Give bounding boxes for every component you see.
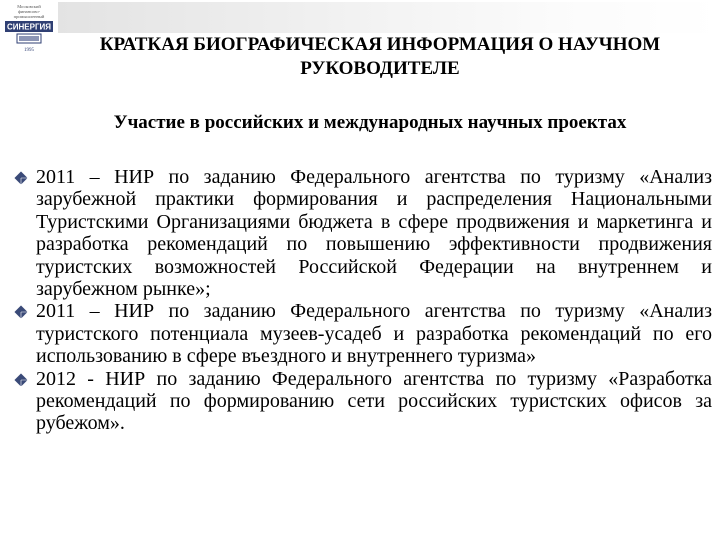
synergy-logo bbox=[1, 1, 57, 55]
project-text: 2011 – НИР по заданию Федерального агентства по туризму «Анализ туристского потенциала музеев-усадеб и разработка рекомендаций по его использованию в сфере въездного и внутреннего туризма» bbox=[36, 300, 712, 368]
slide-subtitle: Участие в российских и международных научных проектах bbox=[113, 112, 627, 133]
logo-small-text-3: промышленный bbox=[13, 14, 45, 19]
project-list bbox=[14, 166, 712, 435]
list-item bbox=[14, 300, 712, 367]
diamond-bullet-icon bbox=[14, 368, 36, 392]
list-item bbox=[14, 368, 712, 435]
diamond-bullet-icon bbox=[14, 166, 36, 190]
project-text: 2012 - НИР по заданию Федерального агентства по туризму «Разработка рекомендаций по формированию сети российских туристских офисов за рубежом». bbox=[36, 367, 712, 435]
header-gradient-bar bbox=[58, 2, 720, 33]
project-text: 2011 – НИР по заданию Федерального агентства по туризму «Анализ зарубежной практики формирования и распределения Национальными Туристскими Организациями бюджета в сфере продвижения и маркетинга и разработка рекомендаций по повышению эффективности продвижения туристских возможностей Российской Федерации на внутреннем и зарубежном рынке»; bbox=[36, 166, 712, 301]
slide-title: КРАТКАЯ БИОГРАФИЧЕСКАЯ ИНФОРМАЦИЯ О НАУЧНОМ РУКОВОДИТЕЛЕ bbox=[99, 34, 661, 79]
diamond-bullet-icon bbox=[14, 300, 36, 324]
list-item bbox=[14, 166, 712, 300]
logo-small-text-1: Московский bbox=[17, 4, 41, 9]
logo-brand: СИНЕРГИЯ bbox=[6, 22, 52, 32]
logo-seal: 1995 bbox=[24, 48, 34, 53]
logo-small-text-2: финансово- bbox=[17, 9, 41, 14]
